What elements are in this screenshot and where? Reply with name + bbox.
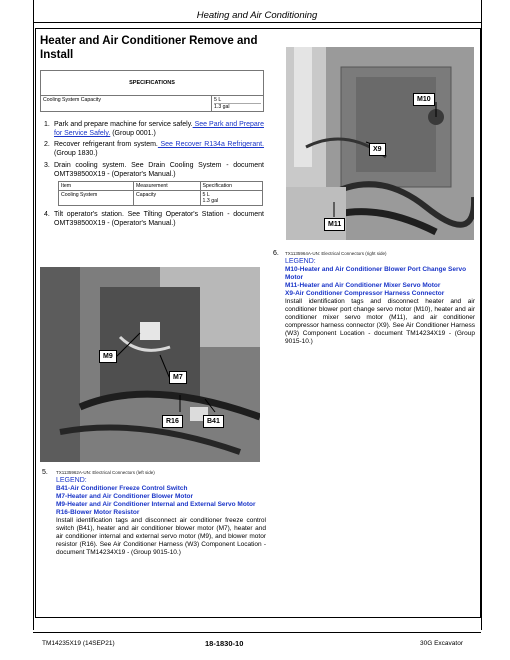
legend-item: X9-Air Conditioner Compressor Harness Connector: [285, 290, 445, 297]
step-1: [44, 120, 264, 138]
footer-document-id: TM14235X19 (14SEP21): [42, 640, 115, 647]
step-text: Recover refrigerant from system.: [54, 141, 158, 148]
step-group: (Group 0001.): [110, 130, 156, 137]
label-x9: X9: [369, 143, 386, 156]
label-m9: M9: [99, 350, 117, 363]
step-text: Drain cooling system. See Drain Cooling System - document OMT398500X19 - (Operator's Manual.): [54, 162, 264, 178]
step-number: 5.: [42, 469, 48, 476]
page-header-title: Heating and Air Conditioning: [196, 10, 318, 21]
table-cell-specification: [200, 191, 262, 206]
step-4: [44, 210, 264, 228]
legend-title: LEGEND:: [56, 477, 87, 484]
label-m10: M10: [413, 93, 435, 106]
label-m7: M7: [169, 371, 187, 384]
legend-item: M9-Heater and Air Conditioner Internal and External Servo Motor: [56, 501, 256, 508]
table-header-specification: Specification: [200, 182, 262, 191]
photo-illustration: [40, 267, 260, 462]
table-cell-measurement: Capacity: [133, 191, 200, 206]
figure-caption: TX1135964A-UN: Electrical Connectors (right side): [285, 251, 387, 256]
footer-model: 30G Excavator: [420, 640, 463, 647]
spec-value-imperial: 1.3 gal: [202, 198, 219, 204]
step-5: [44, 469, 266, 557]
spec-value-metric: 5 L: [214, 97, 222, 103]
spec-value-metric: 5 L: [202, 192, 210, 198]
table-header-item: Item: [59, 182, 134, 191]
step-3: [44, 161, 264, 179]
specifications-caption: SPECIFICATIONS: [41, 71, 264, 96]
legend-item: R16-Blower Motor Resistor: [56, 509, 140, 516]
step-number: 3.: [44, 162, 50, 169]
legend-item: M11-Heater and Air Conditioner Mixer Servo Motor: [285, 282, 441, 289]
table-cell-item: Cooling System: [59, 191, 134, 206]
label-m11: M11: [324, 218, 345, 231]
table-header-measurement: Measurement: [133, 182, 200, 191]
spec-value: [212, 96, 264, 112]
footer-page-number: 18-1830-10: [205, 639, 244, 648]
label-r16: R16: [162, 415, 183, 428]
recover-refrigerant-link[interactable]: See Recover R134a Refrigerant.: [157, 141, 265, 148]
label-b41: B41: [203, 415, 224, 428]
legend-item: M7-Heater and Air Conditioner Blower Motor: [56, 493, 193, 500]
step-number: 4.: [44, 211, 50, 218]
step-2: [44, 140, 264, 158]
step-description: Install identification tags and disconnect heater and air conditioner blower port change servo motor (M10), heater and air conditioner mixer servo motor (M11), and air conditioner compressor harness connector (X9). See Air Conditioner Harness (W3) Component Location - document TM14234X19 - (Group 9015-10.): [285, 298, 475, 345]
step-text: Park and prepare machine for service safely.: [54, 121, 193, 128]
drain-cooling-table: [58, 181, 263, 206]
step-number: 6.: [273, 250, 279, 257]
legend-title: LEGEND:: [285, 258, 316, 265]
step-number: 1.: [44, 121, 50, 128]
spec-value-imperial: 1.3 gal: [214, 103, 261, 110]
header-divider: [33, 22, 481, 23]
electrical-connectors-right-photo: [286, 47, 474, 240]
electrical-connectors-left-photo: [40, 267, 260, 462]
footer-divider: [33, 632, 481, 633]
legend-item: M10-Heater and Air Conditioner Blower Port Change Servo Motor: [285, 266, 467, 281]
step-description: Install identification tags and disconnect air conditioner freeze control switch (B41), heater and air conditioner blower motor (M7), heater and air conditioner internal and external servo motor (M9), and blower motor resistor (R16). See Air Conditioner Harness (W3) Component Location - document TM14234X19 - (Group 9015-10.): [56, 517, 266, 556]
specifications-table: [40, 70, 264, 112]
step-number: 2.: [44, 141, 50, 148]
legend-item: B41-Air Conditioner Freeze Control Switch: [56, 485, 188, 492]
step-6: [275, 250, 475, 346]
park-and-prepare-link[interactable]: See Park and Prepare for Service Safely.: [54, 121, 264, 137]
spec-label: Cooling System Capacity: [41, 96, 212, 112]
section-title: Heater and Air Conditioner Remove and Install: [40, 35, 258, 61]
step-text: Tilt operator's station. See Tilting Operator's Station - document OMT398500X19 - (Operator's Manual.): [54, 211, 264, 227]
step-group: (Group 1830.): [54, 150, 98, 157]
figure-caption: TX1135962A-UN: Electrical Connectors (left side): [56, 470, 155, 475]
